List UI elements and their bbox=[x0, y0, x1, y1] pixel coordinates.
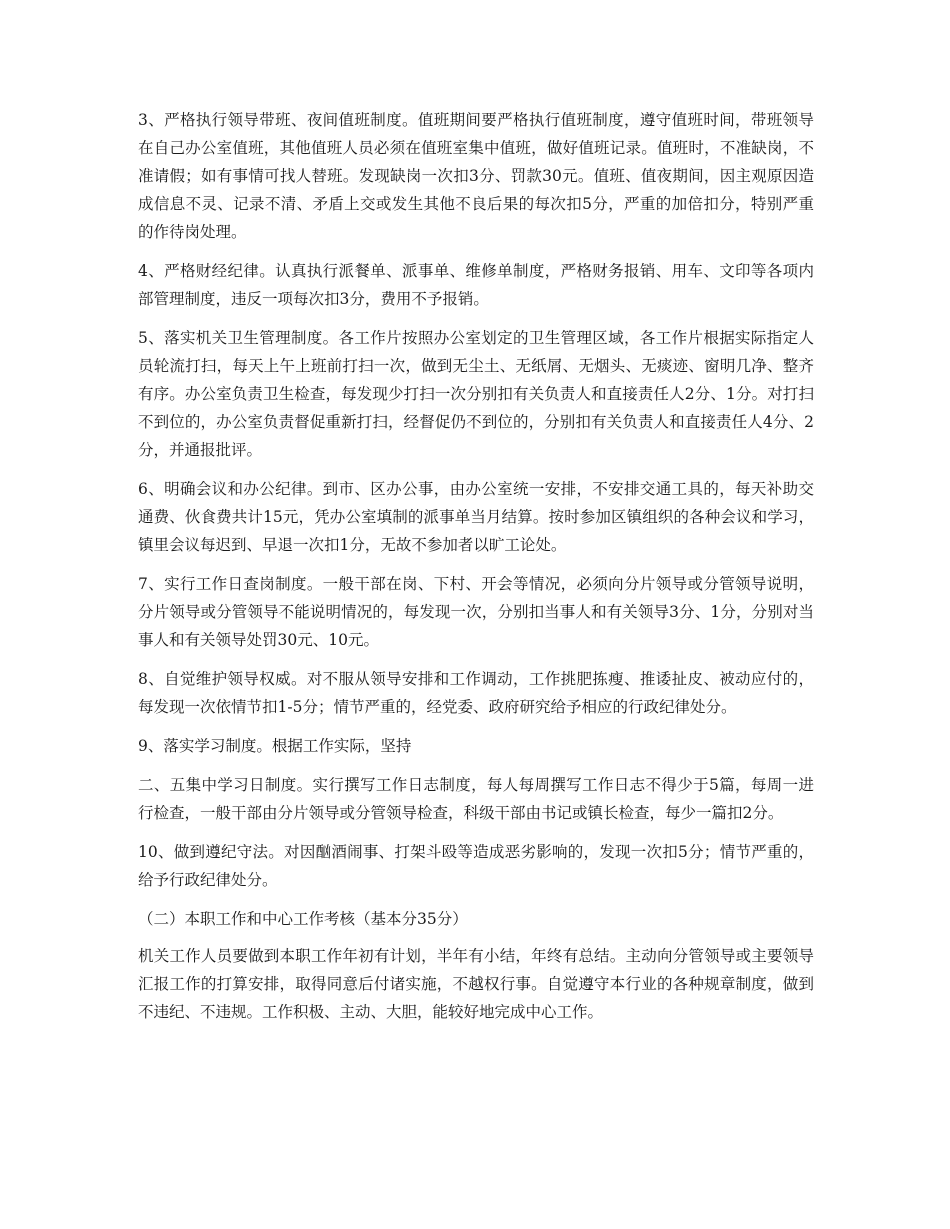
paragraph-job-requirements: 机关工作人员要做到本职工作年初有计划，半年有小结，年终有总结。主动向分管领导或主要领导汇报工作的打算安排，取得同意后付诸实施，不越权行事。自觉遵守本行业的各种规章制度，做到不违纪、不违规。工作积极、主动、大胆，能较好地完成中心工作。 bbox=[138, 947, 814, 1021]
paragraph-study-day-system: 二、五集中学习日制度。实行撰写工作日志制度，每人每周撰写工作日志不得少于5篇，每周一进行检查，一般干部由分片领导或分管领导检查，科级干部由书记或镇长检查，每少一篇扣2分。 bbox=[138, 776, 814, 822]
paragraph-meeting-discipline: 6、明确会议和办公纪律。到市、区办公事，由办公室统一安排，不安排交通工具的，每天补助交通费、伙食费共计15元，凭办公室填制的派事单当月结算。按时参加区镇组织的各种会议和学习，镇里会议每迟到、早退一次扣1分，无故不参加者以旷工论处。 bbox=[138, 480, 814, 554]
paragraph-study-system: 9、落实学习制度。根据工作实际，坚持 bbox=[138, 737, 412, 755]
paragraph-law-compliance: 10、做到遵纪守法。对因酗酒闹事、打架斗殴等造成恶劣影响的，发现一次扣5分；情节严重的，给予行政纪律处分。 bbox=[138, 843, 814, 889]
paragraph-finance-discipline: 4、严格财经纪律。认真执行派餐单、派事单、维修单制度，严格财务报销、用车、文印等各项内部管理制度，违反一项每次扣3分，费用不予报销。 bbox=[138, 262, 814, 308]
paragraph-duty-system: 3、严格执行领导带班、夜间值班制度。值班期间要严格执行值班制度，遵守值班时间，带班领导在自己办公室值班，其他值班人员必须在值班室集中值班，做好值班记录。值班时，不准缺岗，不准请假；如有事情可找人替班。发现缺岗一次扣3分、罚款30元。值班、值夜期间，因主观原因造成信息不灵、记录不清、矛盾上交或发生其他不良后果的每次扣5分，严重的加倍扣分，特别严重的作待岗处理。 bbox=[138, 111, 814, 241]
document-page bbox=[138, 106, 814, 1037]
paragraph-attendance-check: 7、实行工作日查岗制度。一般干部在岗、下村、开会等情况，必须向分片领导或分管领导说明，分片领导或分管领导不能说明情况的，每发现一次，分别扣当事人和有关领导3分、1分，分别对当事人和有关领导处罚30元、10元。 bbox=[138, 575, 814, 649]
paragraph-leadership-authority: 8、自觉维护领导权威。对不服从领导安排和工作调动，工作挑肥拣瘦、推诿扯皮、被动应付的，每发现一次依情节扣1-5分；情节严重的，经党委、政府研究给予相应的行政纪律处分。 bbox=[138, 670, 814, 716]
section-heading-job-assessment: （二）本职工作和中心工作考核（基本分35分） bbox=[138, 910, 468, 928]
paragraph-sanitation-management: 5、落实机关卫生管理制度。各工作片按照办公室划定的卫生管理区域，各工作片根据实际指定人员轮流打扫，每天上午上班前打扫一次，做到无尘土、无纸屑、无烟头、无痰迹、窗明几净、整齐有序。办公室负责卫生检查，每发现少打扫一次分别扣有关负责人和直接责任人2分、1分。对打扫不到位的，办公室负责督促重新打扫，经督促仍不到位的，分别扣有关负责人和直接责任人4分、2分，并通报批评。 bbox=[138, 329, 814, 459]
